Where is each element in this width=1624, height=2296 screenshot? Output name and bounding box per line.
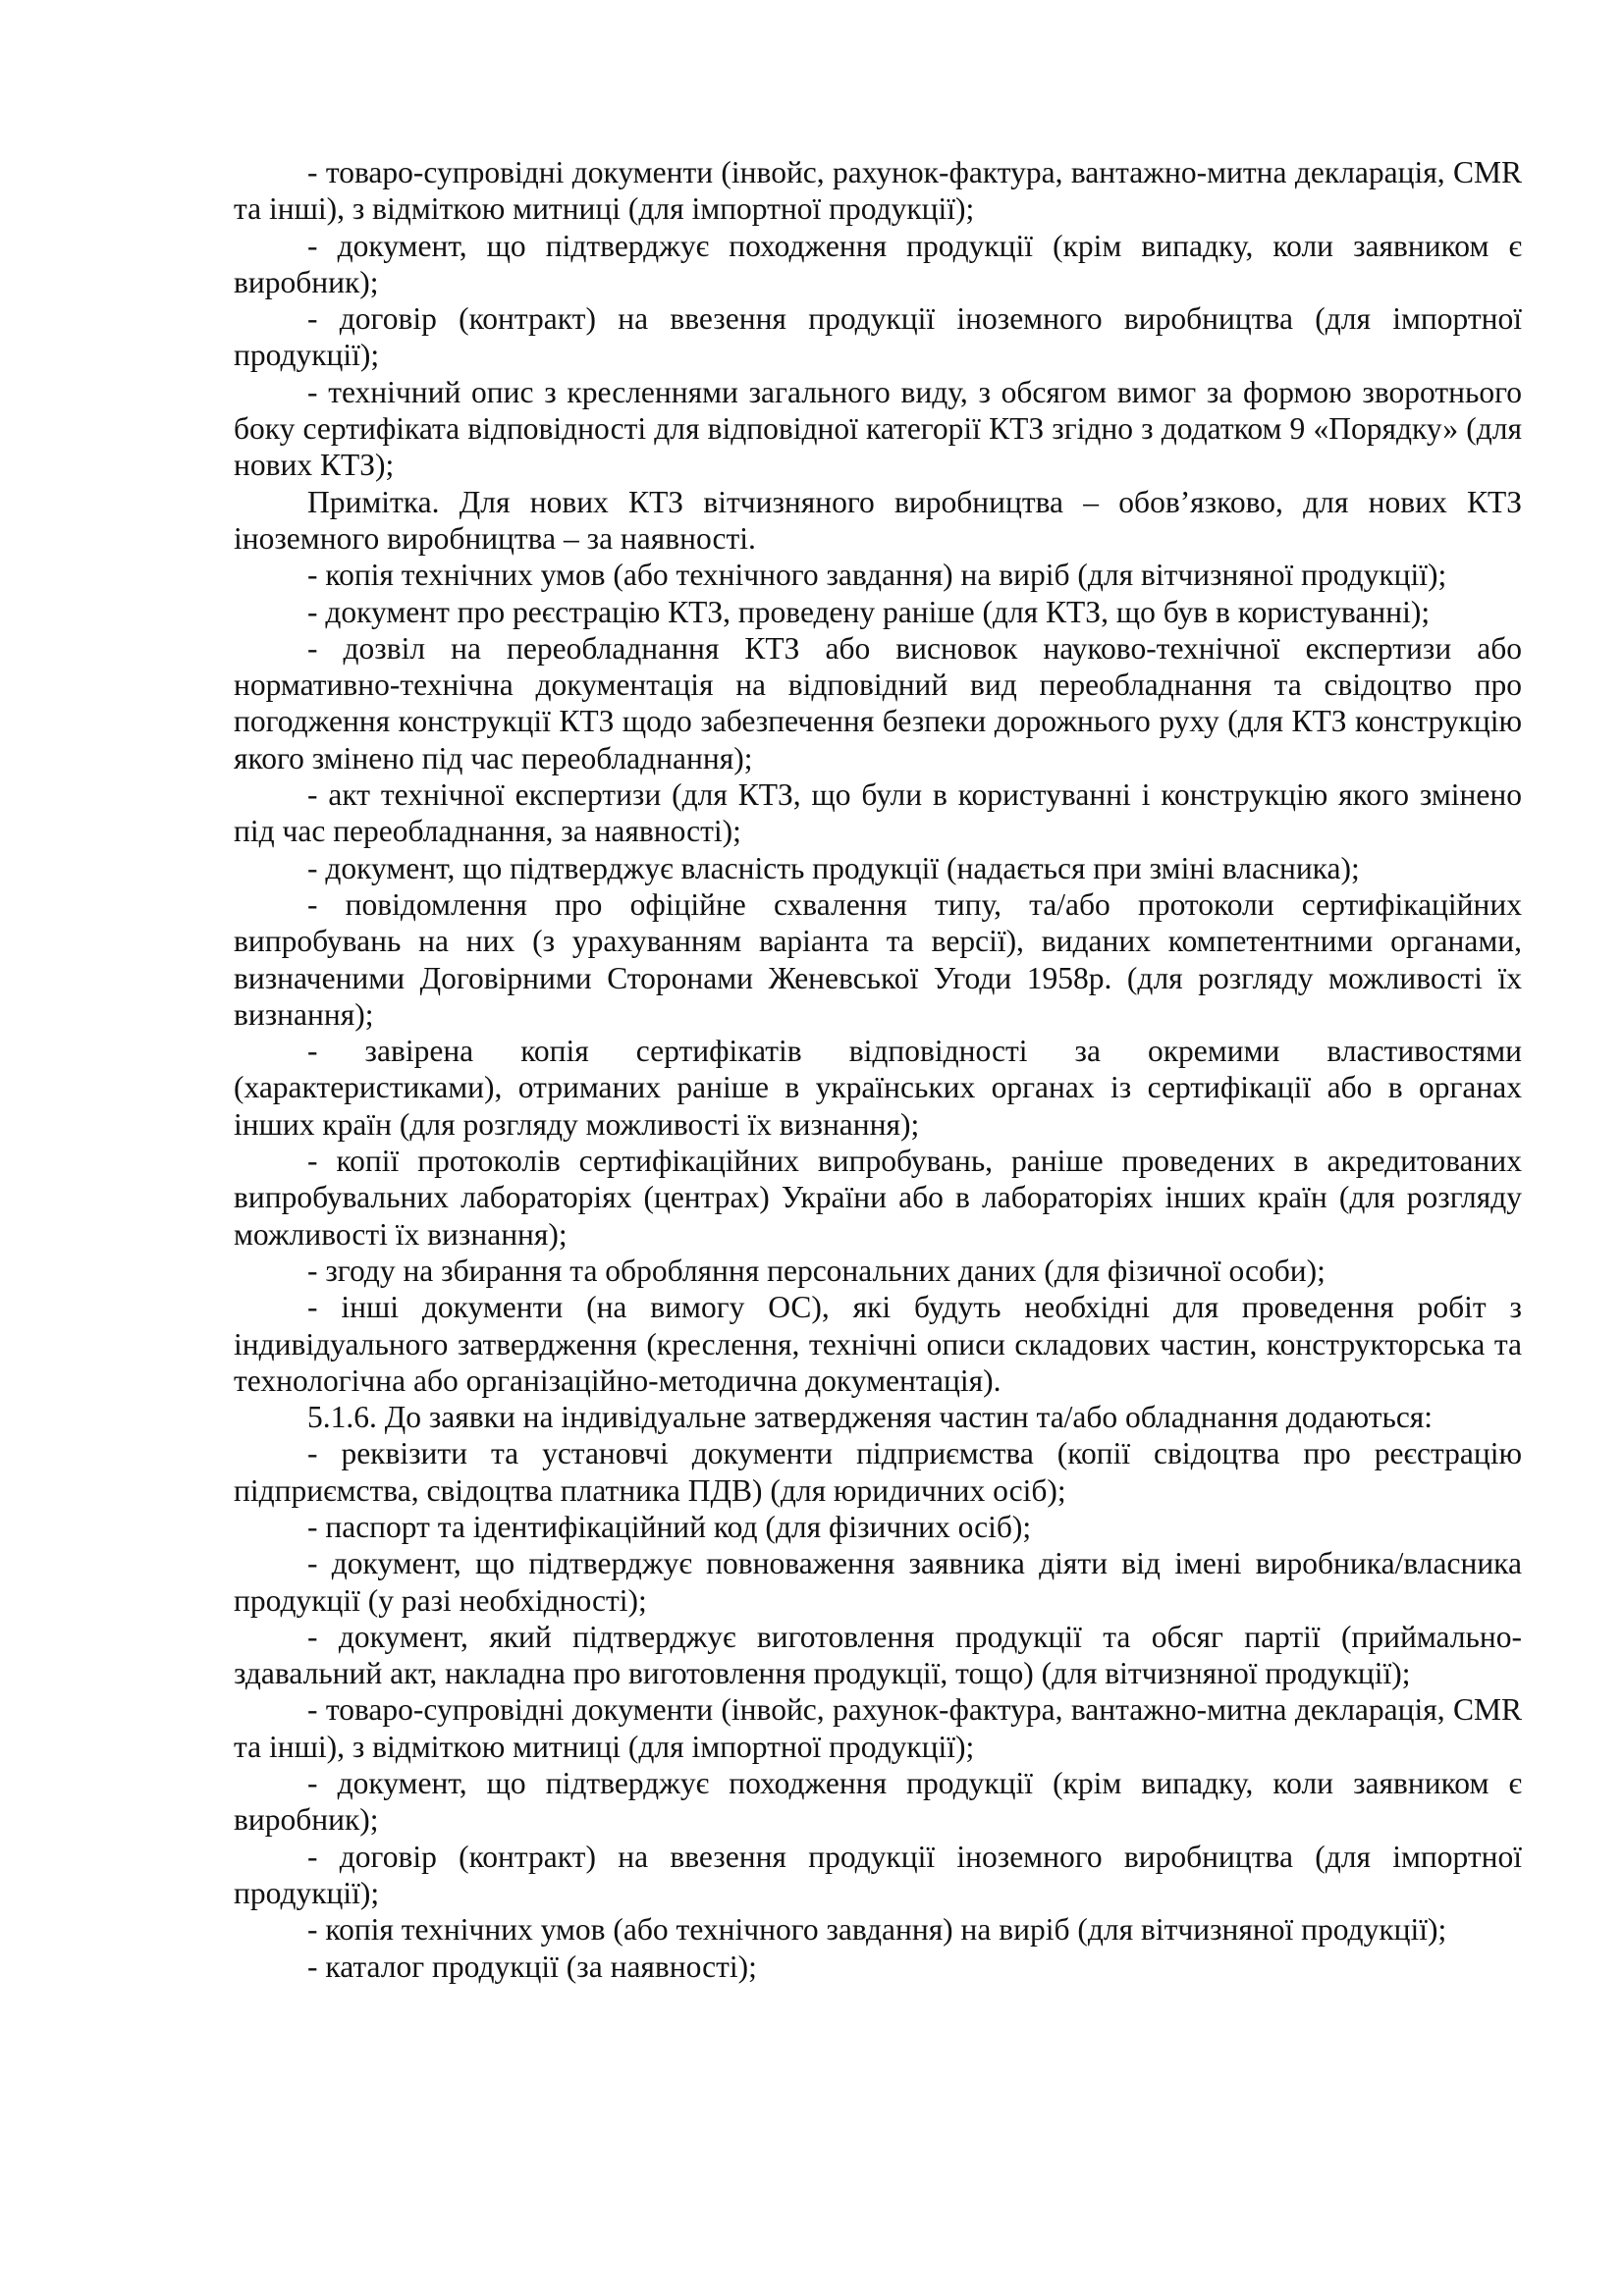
list-item: - документ, що підтверджує походження продукції (крім випадку, коли заявником є виробник); [234,228,1522,299]
section-heading-paragraph: 5.1.6. До заявки на індивідуальне затвердженяя частин та/або обладнання додаються: [307,1400,1434,1435]
list-item: - копія технічних умов (або технічного завдання) на виріб (для вітчизняної продукції); [307,558,1447,593]
list-item: - паспорт та ідентифікаційний код (для фізичних осіб); [307,1509,1032,1544]
list-item: - документ, який підтверджує виготовлення продукції та обсяг партії (приймально-здавальний акт, накладна про виготовлення продукції, тощо) (для вітчизняної продукції); [234,1619,1522,1691]
list-item: - документ, що підтверджує повноваження заявника діяти від імені виробника/власника продукції (у разі необхідності); [234,1546,1522,1618]
list-item: - документ, що підтверджує походження продукції (крім випадку, коли заявником є виробник); [234,1766,1522,1838]
list-item: - документ про реєстрацію КТЗ, проведену раніше (для КТЗ, що був в користуванні); [307,594,1431,629]
list-item: - реквізити та установчі документи підприємства (копії свідоцтва про реєстрацію підприємства, свідоцтва платника ПДВ) (для юридичних осіб); [234,1436,1522,1508]
list-item: - дозвіл на переобладнання КТЗ або висновок науково-технічної експертизи або нормативно-технічна документація на відповідний вид переобладнання та свідоцтво про погодження конструкції КТЗ щодо забезпечення безпеки дорожнього руху (для КТЗ конструкцію якого змінено під час переобладнання); [234,630,1522,775]
document-page [234,154,1522,1985]
list-item: - копії протоколів сертифікаційних випробувань, раніше проведених в акредитованих випробувальних лабораторіях (центрах) України або в лабораторіях інших країн (для розгляду можливості їх визнання); [234,1144,1522,1252]
list-item: - акт технічної експертизи (для КТЗ, що були в користуванні і конструкцію якого змінено під час переобладнання, за наявності); [234,777,1522,849]
list-item: - копія технічних умов (або технічного завдання) на виріб (для вітчизняної продукції); [307,1912,1447,1948]
list-item: - технічний опис з кресленнями загального виду, з обсягом вимог за формою зворотнього боку сертифіката відповідності для відповідної категорії КТЗ згідно з додатком 9 «Порядку» (для нових КТЗ); [234,374,1522,483]
list-item: - повідомлення про офіційне схвалення типу, та/або протоколи сертифікаційних випробувань на них (з урахуванням варіанта та версії), виданих компетентними органами, визначеними Договірними Сторонами Женевської Угоди 1958р. (для розгляду можливості їх визнання); [234,886,1522,1032]
list-item: - договір (контракт) на ввезення продукції іноземного виробництва (для імпортної продукції); [234,1839,1522,1910]
list-item: - згоду на збирання та обробляння персональних даних (для фізичної особи); [307,1253,1326,1288]
list-item: - каталог продукції (за наявності); [307,1949,757,1984]
list-item: - завірена копія сертифікатів відповідності за окремими властивостями (характеристиками), отриманих раніше в українських органах із сертифікації або в органах інших країн (для розгляду можливості їх визнання); [234,1034,1522,1142]
list-item: - договір (контракт) на ввезення продукції іноземного виробництва (для імпортної продукції); [234,301,1522,373]
note-paragraph: Примітка. Для нових КТЗ вітчизняного виробництва – обов’язково, для нових КТЗ іноземного виробництва – за наявності. [234,484,1522,556]
list-item: - документ, що підтверджує власність продукції (надається при зміні власника); [307,850,1360,885]
list-item: - товаро-супровідні документи (інвойс, рахунок-фактура, вантажно-митна декларація, CMR та інші), з відміткою митниці (для імпортної продукції); [234,155,1522,227]
list-item: - інші документи (на вимогу ОС), які будуть необхідні для проведення робіт з індивідуального затвердження (креслення, технічні описи складових частин, конструкторська та технологічна або організаційно-методична документація). [234,1290,1522,1398]
list-item: - товаро-супровідні документи (інвойс, рахунок-фактура, вантажно-митна декларація, CMR та інші), з відміткою митниці (для імпортної продукції); [234,1692,1522,1764]
